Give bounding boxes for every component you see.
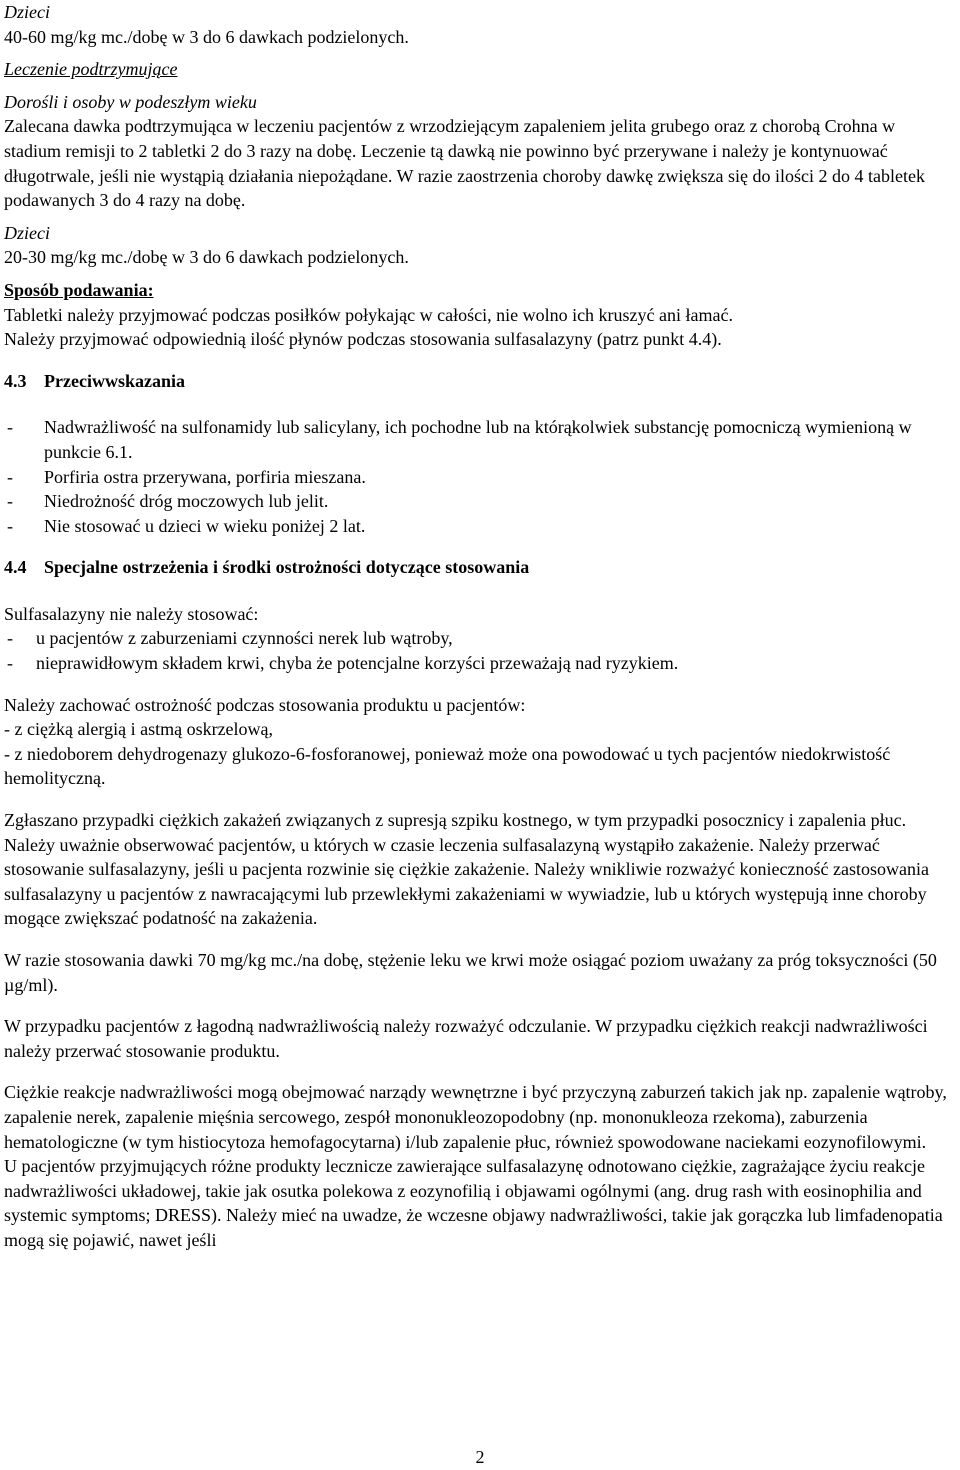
adults-label: Dorośli i osoby w podeszłym wieku (4, 91, 257, 112)
section-number: 4.3 (4, 370, 27, 391)
administration-line-2: Należy przyjmować odpowiednią ilość płynów podczas stosowania sulfasalazyny (patrz punkt 4.4). (4, 329, 722, 350)
children-dose-text: 40-60 mg/kg mc./dobę w 3 do 6 dawkach podzielonych. (4, 26, 409, 47)
contraindications-list (4, 415, 956, 538)
warnings-list (4, 626, 956, 675)
caution-line-1: - z ciężką alergią i astmą oskrzelową, (4, 719, 274, 740)
administration-line-1: Tabletki należy przyjmować podczas posiłków połykając w całości, nie wolno ich kruszyć ani łamać. (4, 304, 733, 325)
section-title: Przeciwwskazania (44, 370, 185, 391)
children-maintenance-label: Dzieci (4, 222, 50, 243)
maintenance-title: Leczenie podtrzymujące (4, 59, 178, 80)
severe-reactions-paragraph: Ciężkie reakcje nadwrażliwości mogą obejmować narządy wewnętrzne i być przyczyną zaburzeń takich jak np. zapalenie wątroby, zapalenie nerek, zapalenie mięśnia sercowego, zespół mononukleozopodobny (np. mononukleoza rzekoma), zaburzenia hematologiczne (w tym histiocytoza hemofagocytarna) i/lub zapalenie płuc, również spowodowane naciekami eozynofilowymi. (4, 1082, 947, 1152)
children-maintenance-text: 20-30 mg/kg mc./dobę w 3 do 6 dawkach podzielonych. (4, 247, 409, 268)
list-item: - Niedrożność dróg moczowych lub jelit. (7, 491, 329, 512)
administration-title: Sposób podawania: (4, 279, 154, 300)
list-item: - Porfiria ostra przerywana, porfiria mieszana. (7, 466, 366, 487)
caution-intro: Należy zachować ostrożność podczas stosowania produktu u pacjentów: (4, 694, 526, 715)
list-item: - Nadwrażliwość na sulfonamidy lub salicylany, ich pochodne lub na którąkolwiek substancję pomocniczą wymienioną w punkcie 6.1. (7, 417, 912, 462)
infections-paragraph: Zgłaszano przypadki ciężkich zakażeń związanych z supresją szpiku kostnego, w tym przypadki posocznicy i zapalenia płuc. Należy uważnie obserwować pacjentów, u których w czasie leczenia sulfasalazyną wystąpiło zakażenie. Należy przerwać stosowanie sulfasalazyny, jeśli u pacjenta rozwinie się ciężkie zakażenie. Należy wnikliwie rozważyć konieczność zastosowania sulfasalazyny u pacjentów z nawracającymi lub przewlekłymi zakażeniami w wywiadzie, lub u których występują inne choroby mogące zwiększać podatność na zakażenia. (4, 810, 929, 929)
hypersensitivity-paragraph: W przypadku pacjentów z łagodną nadwrażliwością należy rozważyć odczulanie. W przypadku ciężkich reakcji nadwrażliwości należy przerwać stosowanie produktu. (4, 1016, 928, 1061)
toxicity-paragraph: W razie stosowania dawki 70 mg/kg mc./na dobę, stężenie leku we krwi może osiągać poziom uważany za próg toksyczności (50 µg/ml). (4, 950, 937, 995)
list-item: - Nie stosować u dzieci w wieku poniżej 2 lat. (7, 515, 366, 536)
caution-line-2: - z niedoborem dehydrogenazy glukozo-6-fosforanowej, ponieważ może ona powodować u tych pacjentów niedokrwistość hemolityczną. (4, 743, 891, 789)
section-title: Specjalne ostrzeżenia i środki ostrożności dotyczące stosowania (44, 557, 530, 578)
list-item: - u pacjentów z zaburzeniami czynności nerek lub wątroby, (7, 628, 453, 649)
dress-paragraph: U pacjentów przyjmujących różne produkty lecznicze zawierające sulfasalazynę odnotowano ciężkie, zagrażające życiu reakcje nadwrażliwości układowej, takie jak osutka polekowa z eozynofilią i objawami ogólnymi (ang. drug rash with eosinophilia and systemic symptoms; DRESS). Należy mieć na uwadze, że wczesne objawy nadwrażliwości, takie jak gorączka lub limfadenopatia mogą się pojawić, nawet jeśli (4, 1156, 943, 1250)
maintenance-text: Zalecana dawka podtrzymująca w leczeniu pacjentów z wrzodziejącym zapaleniem jelita grubego oraz z chorobą Crohna w stadium remisji to 2 tabletki 2 do 3 razy na dobę. Leczenie tą dawką nie powinno być przerywane i należy je kontynuować długotrwale, jeśli nie wystąpią działania niepożądane. W razie zaostrzenia choroby dawkę zwiększa się do ilości 2 do 4 tabletek podawanych 3 do 4 razy na dobę. (4, 116, 925, 211)
list-item: - nieprawidłowym składem krwi, chyba że potencjalne korzyści przeważają nad ryzykiem. (7, 653, 679, 674)
warnings-intro: Sulfasalazyny nie należy stosować: (4, 603, 259, 624)
section-4-3-heading (4, 369, 956, 394)
page-number: 2 (475, 1447, 485, 1467)
section-number: 4.4 (4, 557, 27, 578)
children-dose-label: Dzieci (4, 2, 50, 22)
section-4-4-heading (4, 555, 956, 580)
